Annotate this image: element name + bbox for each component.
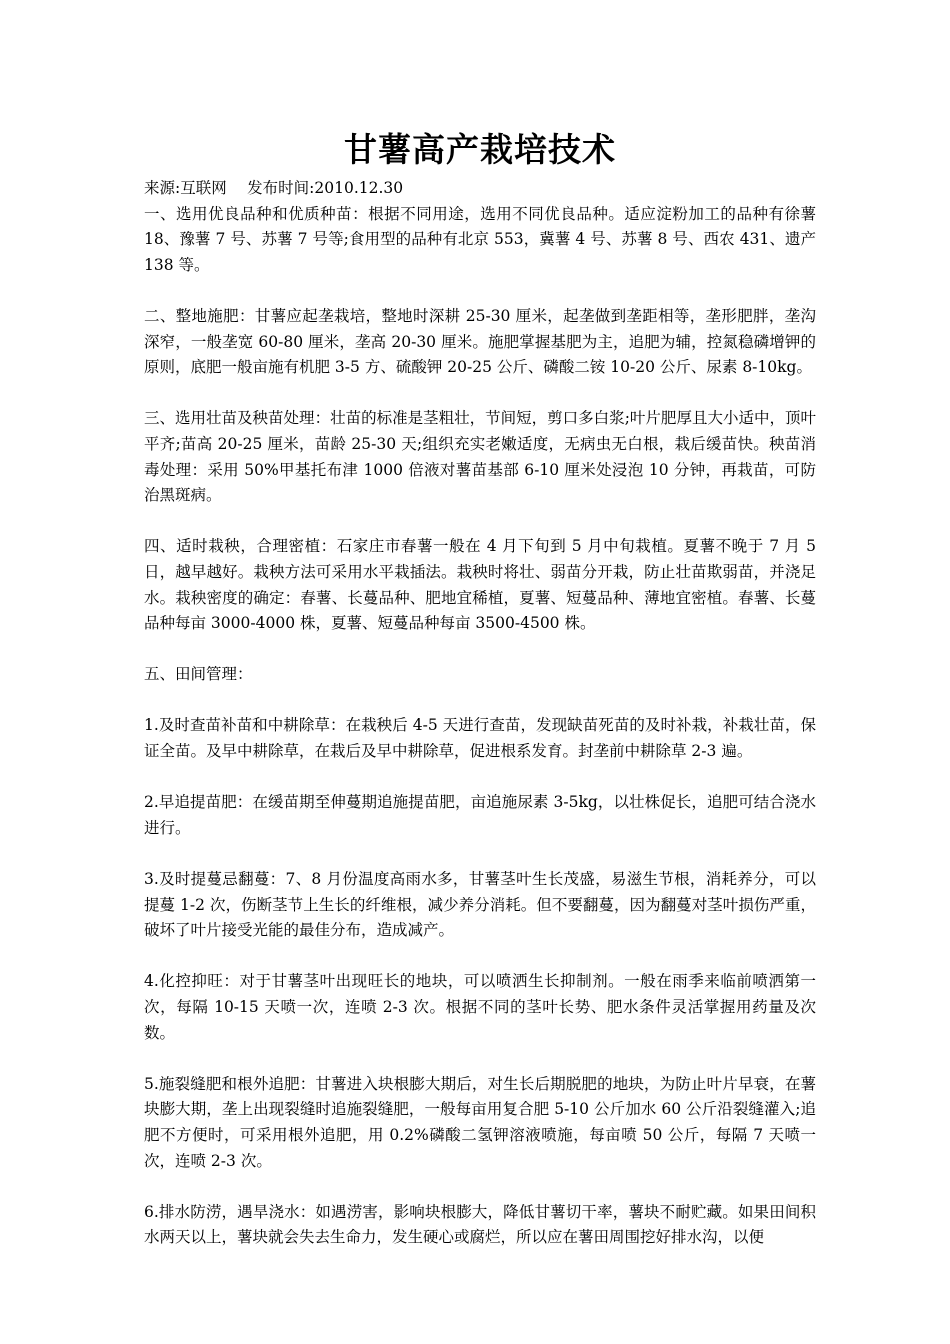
paragraph-seedling-treatment: 三、选用壮苗及秧苗处理：壮苗的标准是茎粗壮，节间短，剪口多白浆;叶片肥厚且大小适中，顶叶平齐;苗高 20-25 厘米，苗龄 25-30 天;组织充实老嫩适度，无病虫无白根，栽后缓苗快。秧苗消毒处理：采用 50%甲基托布津 1000 倍液对薯苗基部 6-10 厘米处浸泡 10 分钟，再栽苗，可防治黑斑病。	[144, 409, 816, 505]
document-meta: 来源:互联网 发布时间:2010.12.30	[144, 179, 404, 197]
paragraph-management-item-5: 5.施裂缝肥和根外追肥：甘薯进入块根膨大期后，对生长后期脱肥的地块，为防止叶片早衰，在薯块膨大期，垄上出现裂缝时追施裂缝肥，一般每亩用复合肥 5-10 公斤加水 60 公斤沿裂缝灌入;追肥不方便时，可采用根外追肥，用 0.2%磷酸二氢钾溶液喷施，每亩喷 50 公斤，每隔 7 天喷一次，连喷 2-3 次。	[144, 1074, 816, 1170]
document-title: 甘薯高产栽培技术	[344, 130, 616, 169]
paragraph-management-item-6: 6.排水防涝，遇旱浇水：如遇涝害，影响块根膨大，降低甘薯切干率，薯块不耐贮藏。如果田间积水两天以上，薯块就会失去生命力，发生硬心或腐烂，所以应在薯田周围挖好排水沟，以便	[144, 1202, 816, 1247]
document-body	[144, 128, 816, 1277]
paragraph-management-item-4: 4.化控抑旺：对于甘薯茎叶出现旺长的地块，可以喷洒生长抑制剂。一般在雨季来临前喷洒第一次，每隔 10-15 天喷一次，连喷 2-3 次。根据不同的茎叶长势、肥水条件灵活掌握用药量及次数。	[144, 972, 816, 1042]
paragraph-planting-density: 四、适时栽秧，合理密植：石家庄市春薯一般在 4 月下旬到 5 月中旬栽植。夏薯不晚于 7 月 5 日，越早越好。栽秧方法可采用水平栽插法。栽秧时将壮、弱苗分开栽，防止壮苗欺弱苗，并浇足水。栽秧密度的确定：春薯、长蔓品种、肥地宜稀植，夏薯、短蔓品种、薄地宜密植。春薯、长蔓品种每亩 3000-4000 株，夏薯、短蔓品种每亩 3500-4500 株。	[144, 537, 816, 633]
paragraph-management-item-3: 3.及时提蔓忌翻蔓：7、8 月份温度高雨水多，甘薯茎叶生长茂盛，易滋生节根，消耗养分，可以提蔓 1-2 次，伤断茎节上生长的纤维根，减少养分消耗。但不要翻蔓，因为翻蔓对茎叶损伤严重，破坏了叶片接受光能的最佳分布，造成减产。	[144, 870, 816, 940]
paragraph-management-item-2: 2.早追提苗肥：在缓苗期至伸蔓期追施提苗肥，亩追施尿素 3-5kg，以壮株促长，追肥可结合浇水进行。	[144, 793, 816, 837]
paragraph-soil-fertilization: 二、整地施肥：甘薯应起垄栽培，整地时深耕 25-30 厘米，起垄做到垄距相等，垄形肥胖，垄沟深窄，一般垄宽 60-80 厘米，垄高 20-30 厘米。施肥掌握基肥为主，追肥为辅，控氮稳磷增钾的原则，底肥一般亩施有机肥 3-5 方、硫酸钾 20-25 公斤、磷酸二铵 10-20 公斤、尿素 8-10kg。	[144, 306, 816, 377]
paragraph-field-management-heading: 五、田间管理：	[144, 665, 253, 684]
paragraph-management-item-1: 1.及时查苗补苗和中耕除草：在栽秧后 4-5 天进行查苗，发现缺苗死苗的及时补栽，补栽壮苗，保证全苗。及早中耕除草，在栽后及早中耕除草，促进根系发育。封垄前中耕除草 2-3 遍。	[144, 716, 816, 761]
paragraph-variety-selection: 一、选用优良品种和优质种苗：根据不同用途，选用不同优良品种。适应淀粉加工的品种有徐薯 18、豫薯 7 号、苏薯 7 号等;食用型的品种有北京 553，冀薯 4 号、苏薯 8 号、西农 431、遗产 138 等。	[144, 204, 816, 274]
